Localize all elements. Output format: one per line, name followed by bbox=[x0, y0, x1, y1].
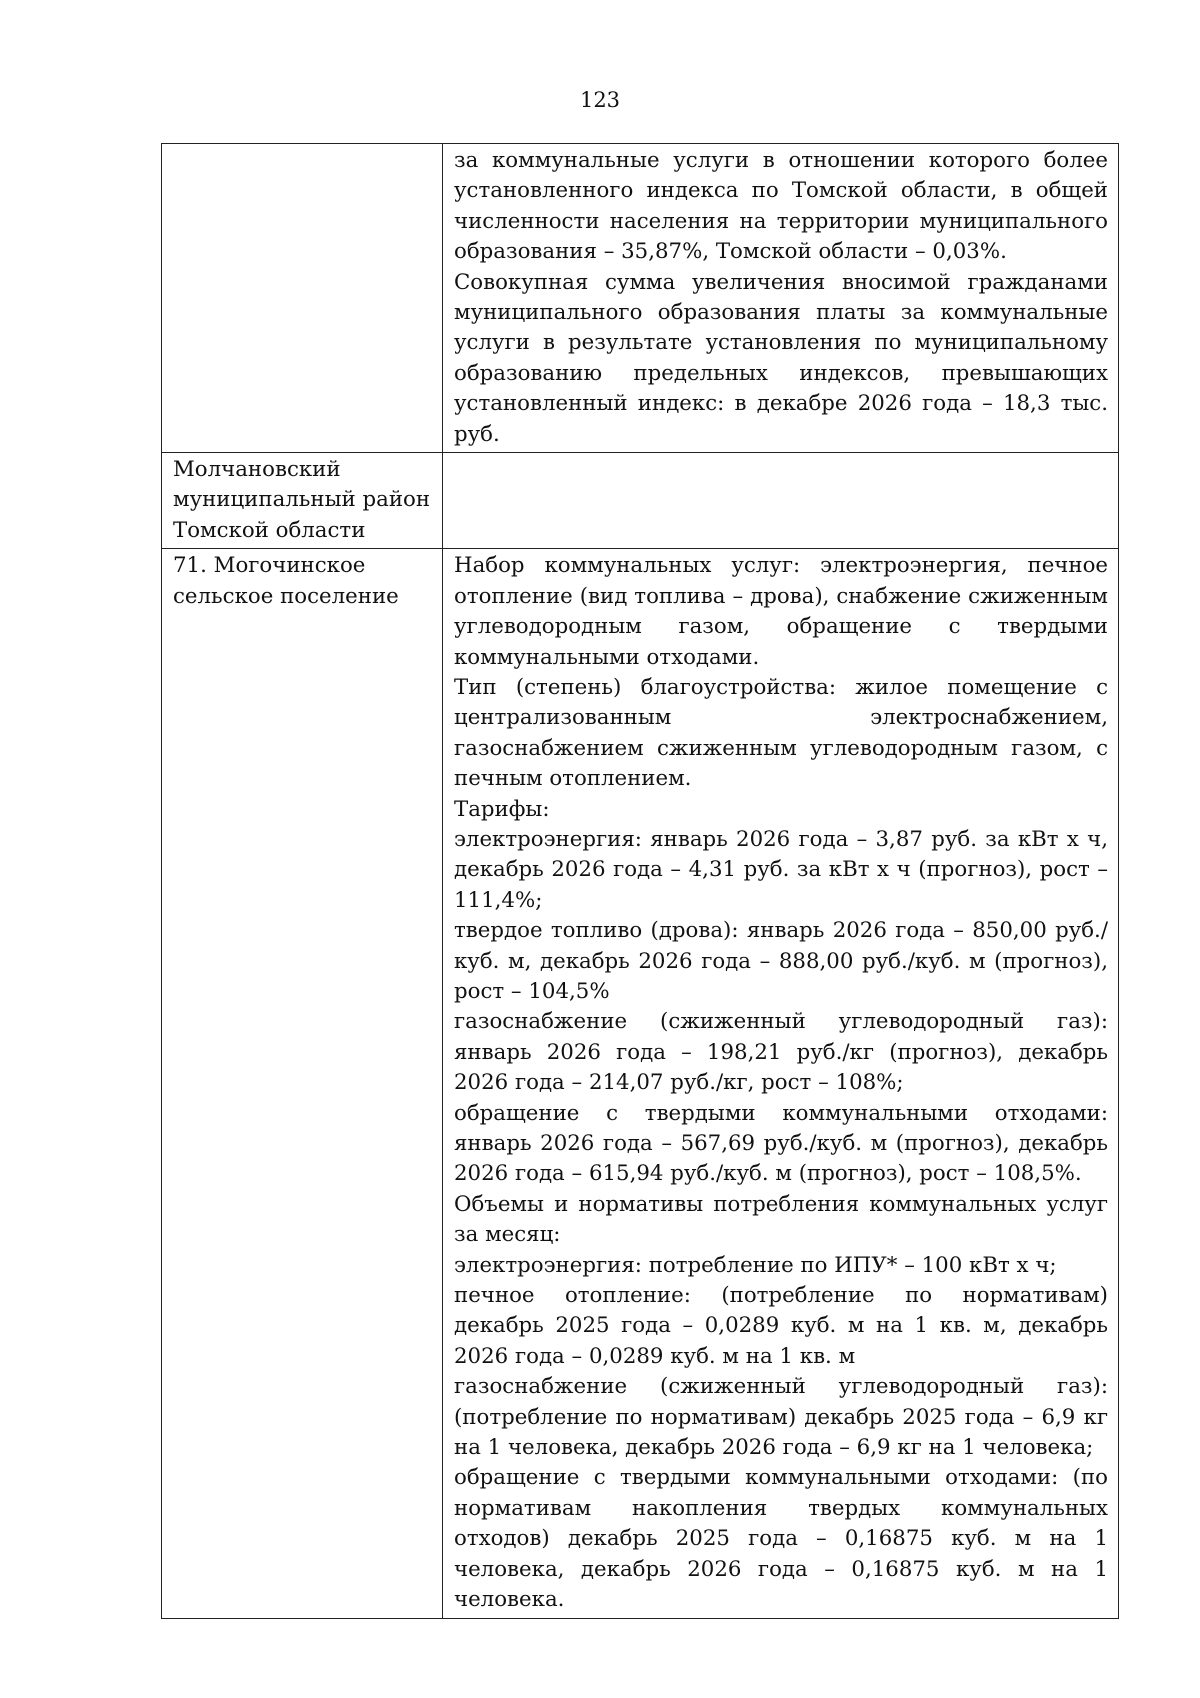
table-cell-right bbox=[443, 549, 1119, 1618]
table-cell-left bbox=[162, 549, 443, 1618]
paragraph: обращение с твердыми коммунальными отходами: (по нормативам накопления твердых коммунальных отходов) декабрь 2025 года – 0,16875 куб. м на 1 человека, декабрь 2026 года – 0,16875 куб. м на 1 человека. bbox=[454, 1465, 1108, 1613]
paragraph: электроэнергия: январь 2026 года – 3,87 руб. за кВт х ч, декабрь 2026 года – 4,31 руб. за кВт х ч (прогноз), рост – 111,4%; bbox=[454, 826, 1108, 913]
district-name: Молчановский муниципальный район Томской области bbox=[173, 457, 431, 543]
paragraph: газоснабжение (сжиженный углеводородный газ): (потребление по нормативам) декабрь 2025 года – 6,9 кг на 1 человека, декабрь 2026 года – 6,9 кг на 1 человека; bbox=[454, 1374, 1108, 1461]
paragraph: печное отопление: (потребление по нормативам) декабрь 2025 года – 0,0289 куб. м на 1 кв. м, декабрь 2026 года – 0,0289 куб. м на 1 кв. м bbox=[454, 1283, 1108, 1369]
paragraph: Тип (степень) благоустройства: жилое помещение с централизованным электроснабжением, газоснабжением сжиженным углеводородным газом, с печным отоплением. bbox=[454, 674, 1108, 792]
paragraph: обращение с твердыми коммунальными отходами: январь 2026 года – 567,69 руб./куб. м (прогноз), декабрь 2026 года – 615,94 руб./куб. м (прогноз), рост – 108,5%. bbox=[454, 1100, 1108, 1187]
paragraph: газоснабжение (сжиженный углеводородный газ): январь 2026 года – 198,21 руб./кг (прогноз), декабрь 2026 года – 214,07 руб./кг, рост – 108%; bbox=[454, 1009, 1108, 1096]
paragraph: Совокупная сумма увеличения вносимой гражданами муниципального образования платы за коммунальные услуги в результате установления по муниципальному образованию предельных индексов, превышающих установленный индекс: в декабре 2026 года – 18,3 тыс. руб. bbox=[454, 269, 1108, 447]
table-row bbox=[162, 144, 1119, 453]
table-cell-left bbox=[162, 453, 443, 549]
table-row bbox=[162, 453, 1119, 549]
paragraph: за коммунальные услуги в отношении которого более установленного индекса по Томской области, в общей численности населения на территории муниципального образования – 35,87%, Томской области – 0,03%. bbox=[454, 148, 1108, 265]
table-cell-right bbox=[443, 453, 1119, 549]
paragraph: Тарифы: bbox=[454, 796, 550, 822]
paragraph: твердое топливо (дрова): январь 2026 года – 850,00 руб./куб. м, декабрь 2026 года – 888,00 руб./куб. м (прогноз), рост – 104,5% bbox=[454, 918, 1108, 1004]
paragraph: электроэнергия: потребление по ИПУ* – 100 кВт х ч; bbox=[454, 1252, 1057, 1278]
page-number: 123 bbox=[579, 88, 621, 112]
table-row bbox=[162, 549, 1119, 1618]
table-cell-left bbox=[162, 144, 443, 453]
document-table bbox=[161, 143, 1119, 1619]
paragraph: Объемы и нормативы потребления коммунальных услуг за месяц: bbox=[454, 1191, 1108, 1248]
settlement-name: 71. Могочинское сельское поселение bbox=[173, 553, 399, 609]
table-cell-right bbox=[443, 144, 1119, 453]
paragraph: Набор коммунальных услуг: электроэнергия, печное отопление (вид топлива – дрова), снабжение сжиженным углеводородным газом, обращение с твердыми коммунальными отходами. bbox=[454, 553, 1108, 670]
